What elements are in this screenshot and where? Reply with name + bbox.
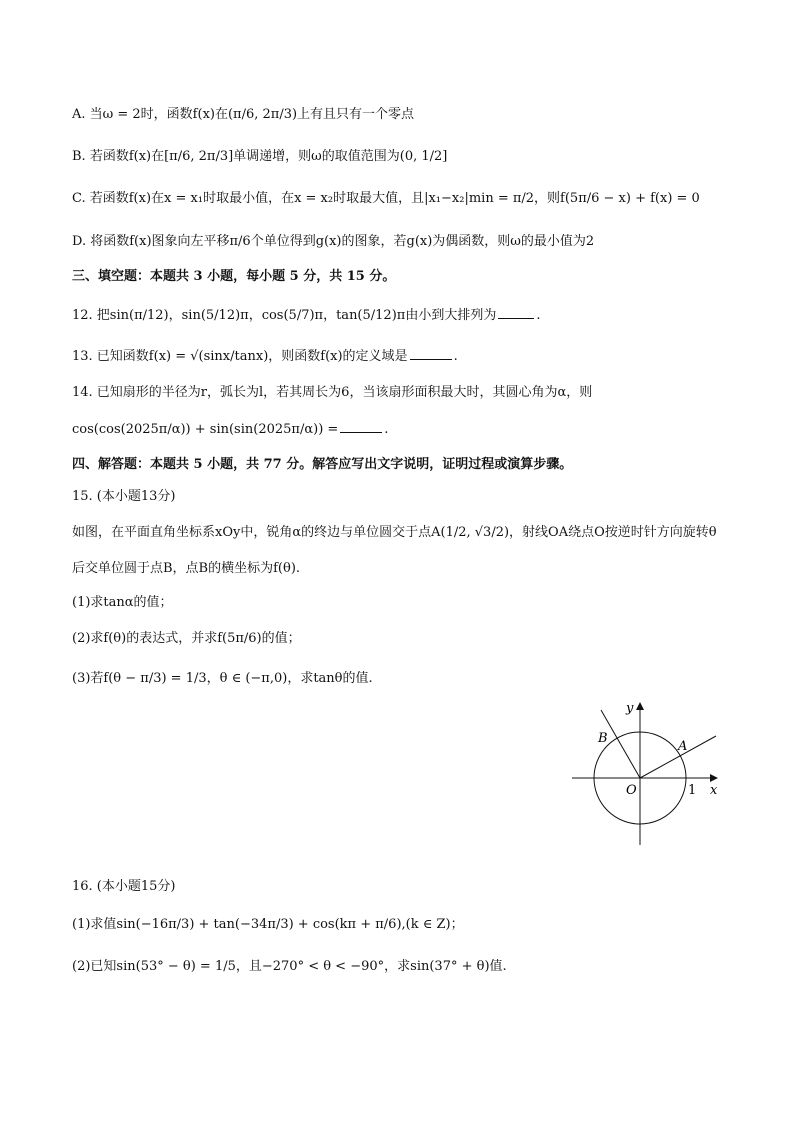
question-16-title: 16. (本小题15分) <box>72 879 176 894</box>
option-d: D. 将函数f(x)图象向左平移π/6个单位得到g(x)的图象，若g(x)为偶函数，则ω的最小值为2 <box>72 234 595 249</box>
question-15-part-3: (3)若f(θ − π/3) = 1/3，θ ∈ (−π,0)，求tanθ的值. <box>72 671 373 686</box>
question-13: 13. 已知函数f(x) = √(sinx/tanx)，则函数f(x)的定义域是 . <box>72 349 458 364</box>
label-a: A <box>678 739 688 754</box>
unit-circle-figure <box>560 690 740 860</box>
question-14-line-1: 14. 已知扇形的半径为r，弧长为l，若其周长为6，当该扇形面积最大时，其圆心角为α，则 <box>72 385 593 400</box>
section-4-heading: 四、解答题：本题共 5 小题，共 77 分。解答应写出文字说明，证明过程或演算步骤。 <box>72 457 573 472</box>
label-y: y <box>626 701 634 716</box>
label-b: B <box>598 731 608 746</box>
question-15-line-1: 如图，在平面直角坐标系xOy中，锐角α的终边与单位圆交于点A(1/2, √3/2)，射线OA绕点O按逆时针方向旋转θ <box>72 525 717 540</box>
label-origin: O <box>626 783 637 798</box>
answer-blank <box>498 306 534 319</box>
option-b: B. 若函数f(x)在[π/6, 2π/3]单调递增，则ω的取值范围为(0, 1/2] <box>72 149 448 164</box>
label-x: x <box>710 783 718 798</box>
question-16-part-1: (1)求值sin(−16π/3) + tan(−34π/3) + cos(kπ + π/6),(k ∈ Z)； <box>72 917 464 932</box>
option-a: A. 当ω = 2时，函数f(x)在(π/6, 2π/3)上有且只有一个零点 <box>72 107 415 122</box>
question-16-part-2: (2)已知sin(53° − θ) = 1/5，且−270° < θ < −90°，求sin(37° + θ)值. <box>72 959 507 974</box>
question-15-part-1: (1)求tanα的值； <box>72 595 173 610</box>
question-12-text: 12. 把sin(π/12)，sin(5/12)π，cos(5/7)π，tan(5/12)π由小到大排列为 <box>72 308 497 323</box>
question-15-line-2: 后交单位圆于点B，点B的横坐标为f(θ). <box>72 561 301 576</box>
label-one: 1 <box>688 783 697 798</box>
question-12: 12. 把sin(π/12)，sin(5/12)π，cos(5/7)π，tan(5/12)π由小到大排列为 . <box>72 308 541 323</box>
question-15-title: 15. (本小题13分) <box>72 489 176 504</box>
answer-blank <box>340 420 382 433</box>
option-c: C. 若函数f(x)在x = x₁时取最小值，在x = x₂时取最大值，且|x₁−x₂|min = π/2，则f(5π/6 − x) + f(x) = 0 <box>72 191 700 206</box>
question-14-expression: cos(cos(2025π/α)) + sin(sin(2025π/α)) = <box>72 422 339 437</box>
question-13-text: 13. 已知函数f(x) = √(sinx/tanx)，则函数f(x)的定义域是 <box>72 349 408 364</box>
answer-blank <box>410 347 452 360</box>
question-14-line-2: cos(cos(2025π/α)) + sin(sin(2025π/α)) = . <box>72 422 389 437</box>
question-15-part-2: (2)求f(θ)的表达式，并求f(5π/6)的值； <box>72 631 301 646</box>
section-3-heading: 三、填空题：本题共 3 小题，每小题 5 分，共 15 分。 <box>72 269 396 284</box>
